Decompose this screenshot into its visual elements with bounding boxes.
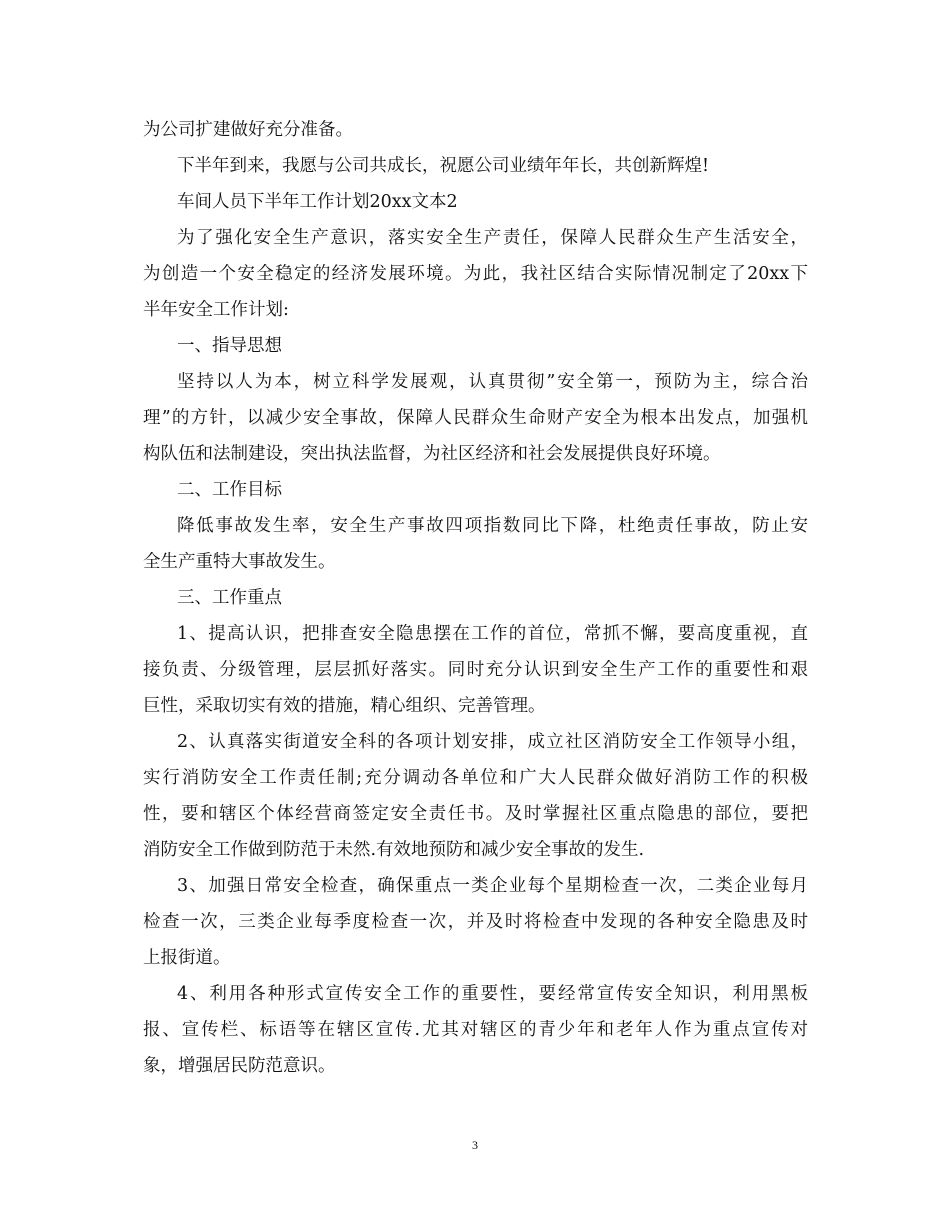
text-line: 实行消防安全工作责任制;充分调动各单位和广大人民群众做好消防工作的积极 — [143, 768, 808, 788]
text-line: 象，增强居民防范意识。 — [143, 1056, 336, 1076]
text-line: 半年安全工作计划: — [143, 300, 289, 320]
text-line: 为创造一个安全稳定的经济发展环境。为此，我社区结合实际情况制定了20xx下 — [143, 264, 808, 284]
text-line: 下半年到来，我愿与公司共成长，祝愿公司业绩年年长，共创新辉煌! — [177, 156, 710, 176]
text-line: 上报街道。 — [143, 948, 231, 968]
text-line: 三、工作重点 — [177, 588, 282, 608]
text-line: 全生产重特大事故发生。 — [143, 552, 336, 572]
text-line: 1、提高认识，把排查安全隐患摆在工作的首位，常抓不懈，要高度重视，直 — [177, 624, 808, 644]
text-line: 2、认真落实街道安全科的各项计划安排，成立社区消防安全工作领导小组， — [177, 732, 808, 752]
text-line: 坚持以人为本，树立科学发展观，认真贯彻”安全第一，预防为主，综合治 — [177, 372, 808, 392]
text-line: 为公司扩建做好充分准备。 — [143, 120, 353, 140]
text-line: 报、宣传栏、标语等在辖区宣传.尤其对辖区的青少年和老年人作为重点宣传对 — [143, 1020, 808, 1040]
text-line: 理”的方针，以减少安全事故，保障人民群众生命财产安全为根本出发点，加强机 — [143, 408, 808, 428]
text-line: 降低事故发生率，安全生产事故四项指数同比下降，杜绝责任事故，防止安 — [177, 516, 808, 536]
document-body — [143, 112, 808, 1084]
text-line: 4、利用各种形式宣传安全工作的重要性，要经常宣传安全知识，利用黑板 — [177, 984, 808, 1004]
text-line: 3、加强日常安全检查，确保重点一类企业每个星期检查一次，二类企业每月 — [177, 876, 808, 896]
text-line: 二、工作目标 — [177, 480, 282, 500]
text-line: 消防安全工作做到防范于未然.有效地预防和减少安全事故的发生. — [143, 840, 645, 860]
text-line: 构队伍和法制建设，突出执法监督，为社区经济和社会发展提供良好环境。 — [143, 444, 721, 464]
text-line: 性，要和辖区个体经营商签定安全责任书。及时掌握社区重点隐患的部位，要把 — [143, 804, 808, 824]
text-line: 接负责、分级管理，层层抓好落实。同时充分认识到安全生产工作的重要性和艰 — [143, 660, 808, 680]
text-line: 一、指导思想 — [177, 336, 282, 356]
page-number: 3 — [472, 1138, 478, 1152]
text-line: 车间人员下半年工作计划20xx文本2 — [177, 192, 458, 212]
text-line: 检查一次，三类企业每季度检查一次，并及时将检查中发现的各种安全隐患及时 — [143, 912, 808, 932]
text-line: 为了强化安全生产意识，落实安全生产责任，保障人民群众生产生活安全， — [177, 228, 808, 248]
text-line: 巨性，采取切实有效的措施，精心组织、完善管理。 — [143, 696, 546, 716]
